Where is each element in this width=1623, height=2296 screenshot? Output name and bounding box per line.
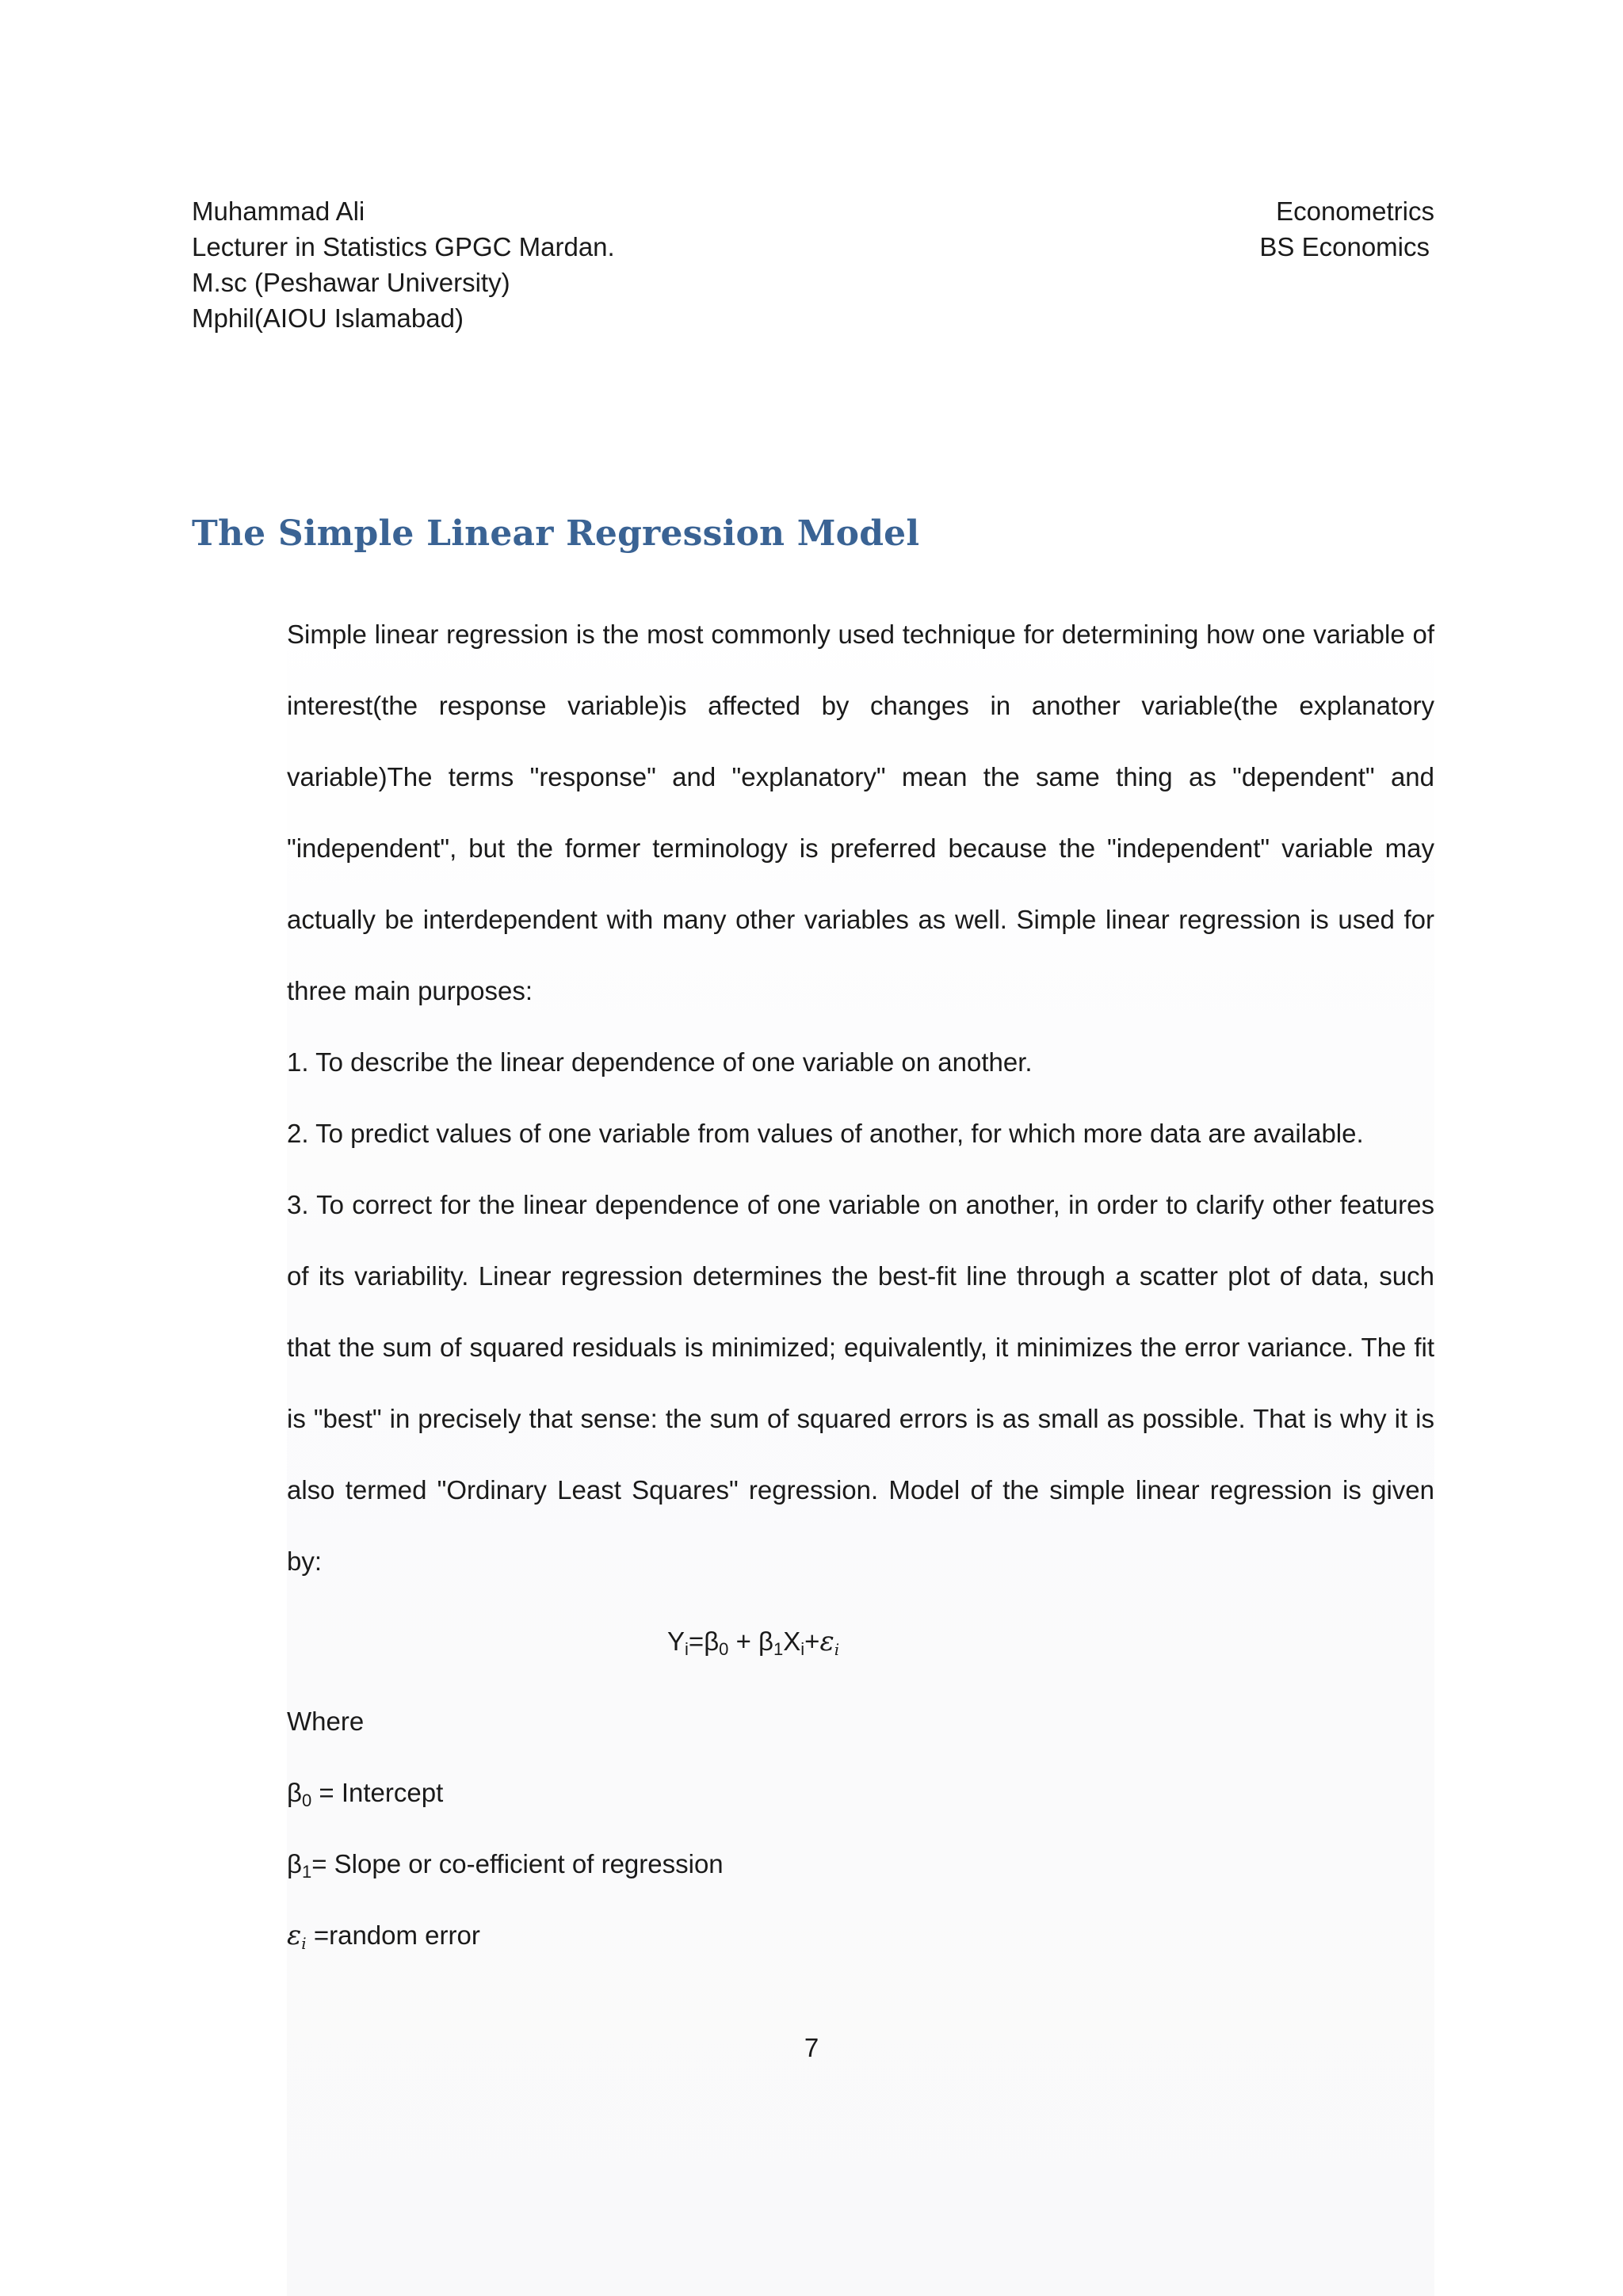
eq-plus: + — [728, 1627, 759, 1656]
eq-epsilon-sub: i — [834, 1640, 840, 1659]
definition-epsilon — [287, 1900, 1434, 1971]
intro-paragraph: Simple linear regression is the most commonly used technique for determining how one variable of interest(the response variable)is affected by changes in another variable(the explanatory variable)The terms "response" and "explanatory" mean the same thing as "dependent" and "independent", but the former terminology is preferred because the "independent" variable may actually be interdependent with many other variables as well. Simple linear regression is used for three main purposes: — [287, 620, 1434, 1005]
course-subject: Econometrics — [1276, 196, 1434, 226]
epsilon-text: =random error — [306, 1920, 480, 1950]
eq-y-sub: i — [685, 1639, 689, 1659]
purpose-item: 1. To describe the linear dependence of one variable on another. — [287, 1047, 1033, 1077]
beta1-symbol: β — [287, 1849, 302, 1878]
eq-beta0-sub: 0 — [719, 1639, 729, 1659]
beta1-text: = Slope or co-efficient of regression — [311, 1849, 724, 1878]
eq-x-sub: i — [800, 1639, 805, 1659]
purpose-3-paragraph: 3. To correct for the linear dependence of one variable on another, in order to clarify other features of its variability. Linear regression determines the best-fit line through a scatter plot of data, such that the sum of squared residuals is minimized; equivalently, it minimizes the error variance. The fit is "best" in precisely that sense: the sum of squared errors is as small as possible. That is why it is also termed "Ordinary Least Squares" regression. Model of the simple linear regression is given by: — [287, 1190, 1434, 1576]
page-number: 7 — [804, 2033, 819, 2062]
epsilon-symbol: ε — [287, 1920, 302, 1951]
beta0-sub: 0 — [301, 1791, 312, 1810]
purpose-item: 2. To predict values of one variable from values of another, for which more data are available. — [287, 1119, 1364, 1148]
regression-equation — [287, 1597, 1434, 1686]
eq-beta1-sub: 1 — [773, 1639, 784, 1659]
eq-beta1: β — [758, 1627, 774, 1656]
eq-plus: + — [804, 1627, 820, 1656]
eq-y: Y — [667, 1627, 685, 1656]
author-position: Lecturer in Statistics GPGC Mardan. — [192, 232, 615, 261]
course-program: BS Economics — [1259, 232, 1430, 261]
eq-beta0: β — [704, 1627, 720, 1656]
author-name: Muhammad Ali — [192, 196, 365, 226]
author-info — [192, 193, 615, 336]
author-degree-msc: M.sc (Peshawar University) — [192, 268, 510, 297]
epsilon-sub: i — [301, 1934, 307, 1953]
course-info — [1259, 193, 1434, 265]
eq-epsilon-symbol: ε — [819, 1626, 834, 1657]
author-degree-mphil: Mphil(AIOU Islamabad) — [192, 303, 464, 333]
beta1-sub: 1 — [301, 1862, 312, 1882]
document-body — [287, 599, 1434, 1971]
eq-x: X — [783, 1627, 801, 1656]
epsilon-symbol-group — [287, 1920, 307, 1951]
beta0-symbol: β — [287, 1778, 302, 1807]
eq-epsilon — [819, 1626, 839, 1657]
definition-beta1 — [287, 1829, 1434, 1900]
where-label: Where — [287, 1707, 365, 1736]
eq-equals: = — [688, 1627, 705, 1656]
beta0-text: = Intercept — [311, 1778, 444, 1807]
section-title: The Simple Linear Regression Model — [192, 513, 920, 554]
definition-beta0 — [287, 1757, 1434, 1829]
